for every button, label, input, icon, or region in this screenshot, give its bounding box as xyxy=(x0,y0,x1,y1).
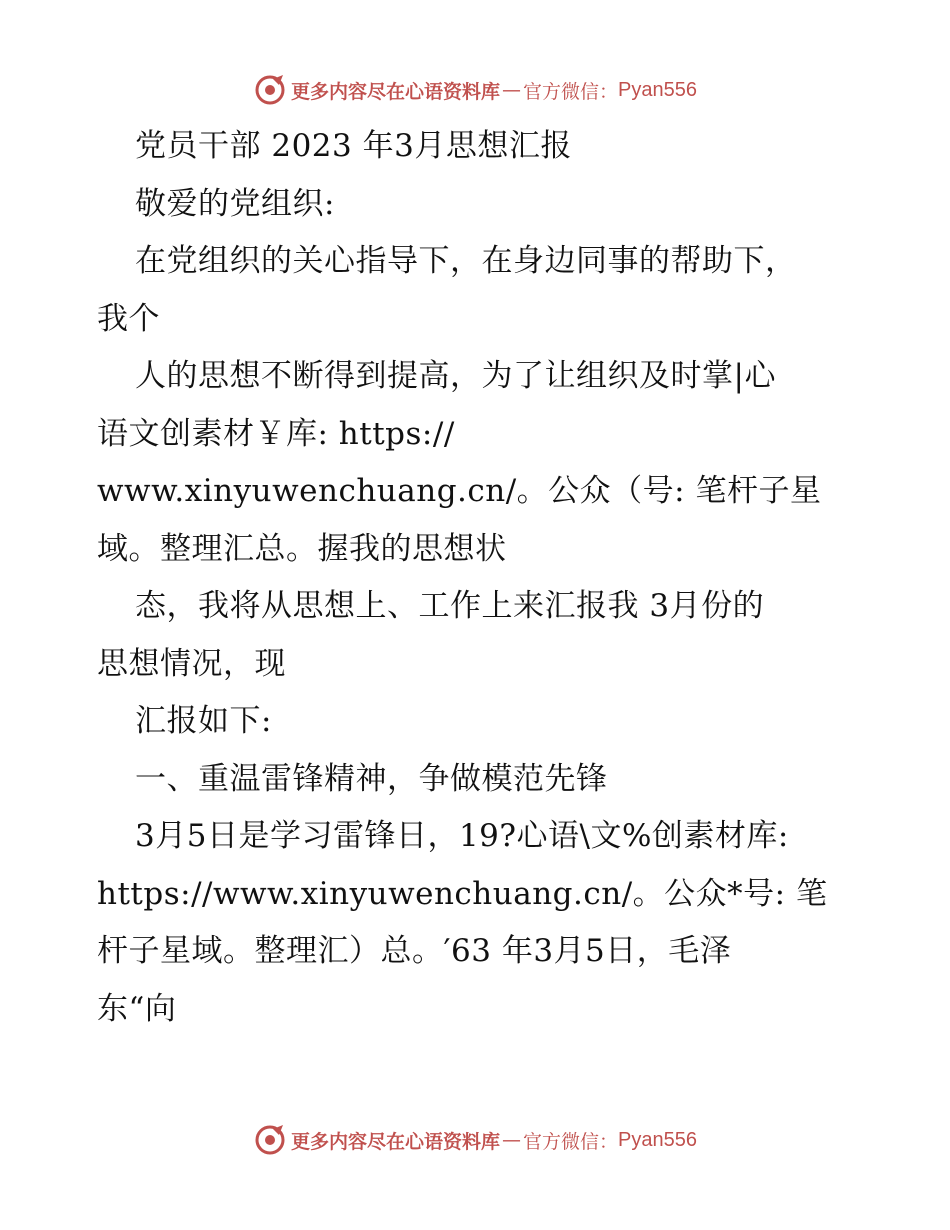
text-line: 汇报如下: xyxy=(135,703,272,739)
footer-banner xyxy=(0,1120,950,1160)
text-line: 东“向 xyxy=(97,990,177,1027)
banner-text: 更多内容尽在心语资料库 xyxy=(291,80,501,103)
text-line: 人的思想不断得到提高，为了让组织及时掌|心 xyxy=(135,358,776,394)
text-line: 我个 xyxy=(97,300,160,337)
text-line: 3月5日是学习雷锋日，19?心语\文%创素材库: xyxy=(135,818,789,854)
text-line: 域。整理汇总。握我的思想状 xyxy=(97,530,507,567)
banner-dash: — xyxy=(502,1129,522,1151)
document-body xyxy=(97,118,837,1038)
banner-wechat-id: Pyan556 xyxy=(618,1128,697,1151)
banner-text: 更多内容尽在心语资料库 xyxy=(291,1130,501,1153)
banner-wechat-id: Pyan556 xyxy=(618,78,697,101)
banner-dash: — xyxy=(502,79,522,101)
text-line: 语文创素材￥库: https:// xyxy=(97,415,455,452)
header-banner xyxy=(0,70,950,110)
logo-icon xyxy=(253,1123,287,1157)
text-line: 在党组织的关心指导下，在身边同事的帮助下， xyxy=(135,243,797,279)
text-line: 思想情况，现 xyxy=(97,645,286,682)
text-line: https://www.xinyuwenchuang.cn/。公众*号: 笔 xyxy=(97,875,828,912)
text-line: 党员干部 2023 年3月思想汇报 xyxy=(135,128,572,164)
banner-wechat-label: 官方微信： xyxy=(523,80,619,103)
text-line: 杆子星域。整理汇）总。′63 年3月5日，毛泽 xyxy=(97,933,732,969)
text-line: 敬爱的党组织: xyxy=(135,185,335,222)
logo-icon xyxy=(253,73,287,107)
banner-wechat-label: 官方微信： xyxy=(523,1130,619,1153)
text-line: www.xinyuwenchuang.cn/。公众（号: 笔杆子星 xyxy=(97,473,822,509)
text-line: 态，我将从思想上、工作上来汇报我 3月份的 xyxy=(135,588,765,624)
section-heading: 一、重温雷锋精神，争做模范先锋 xyxy=(135,760,608,797)
